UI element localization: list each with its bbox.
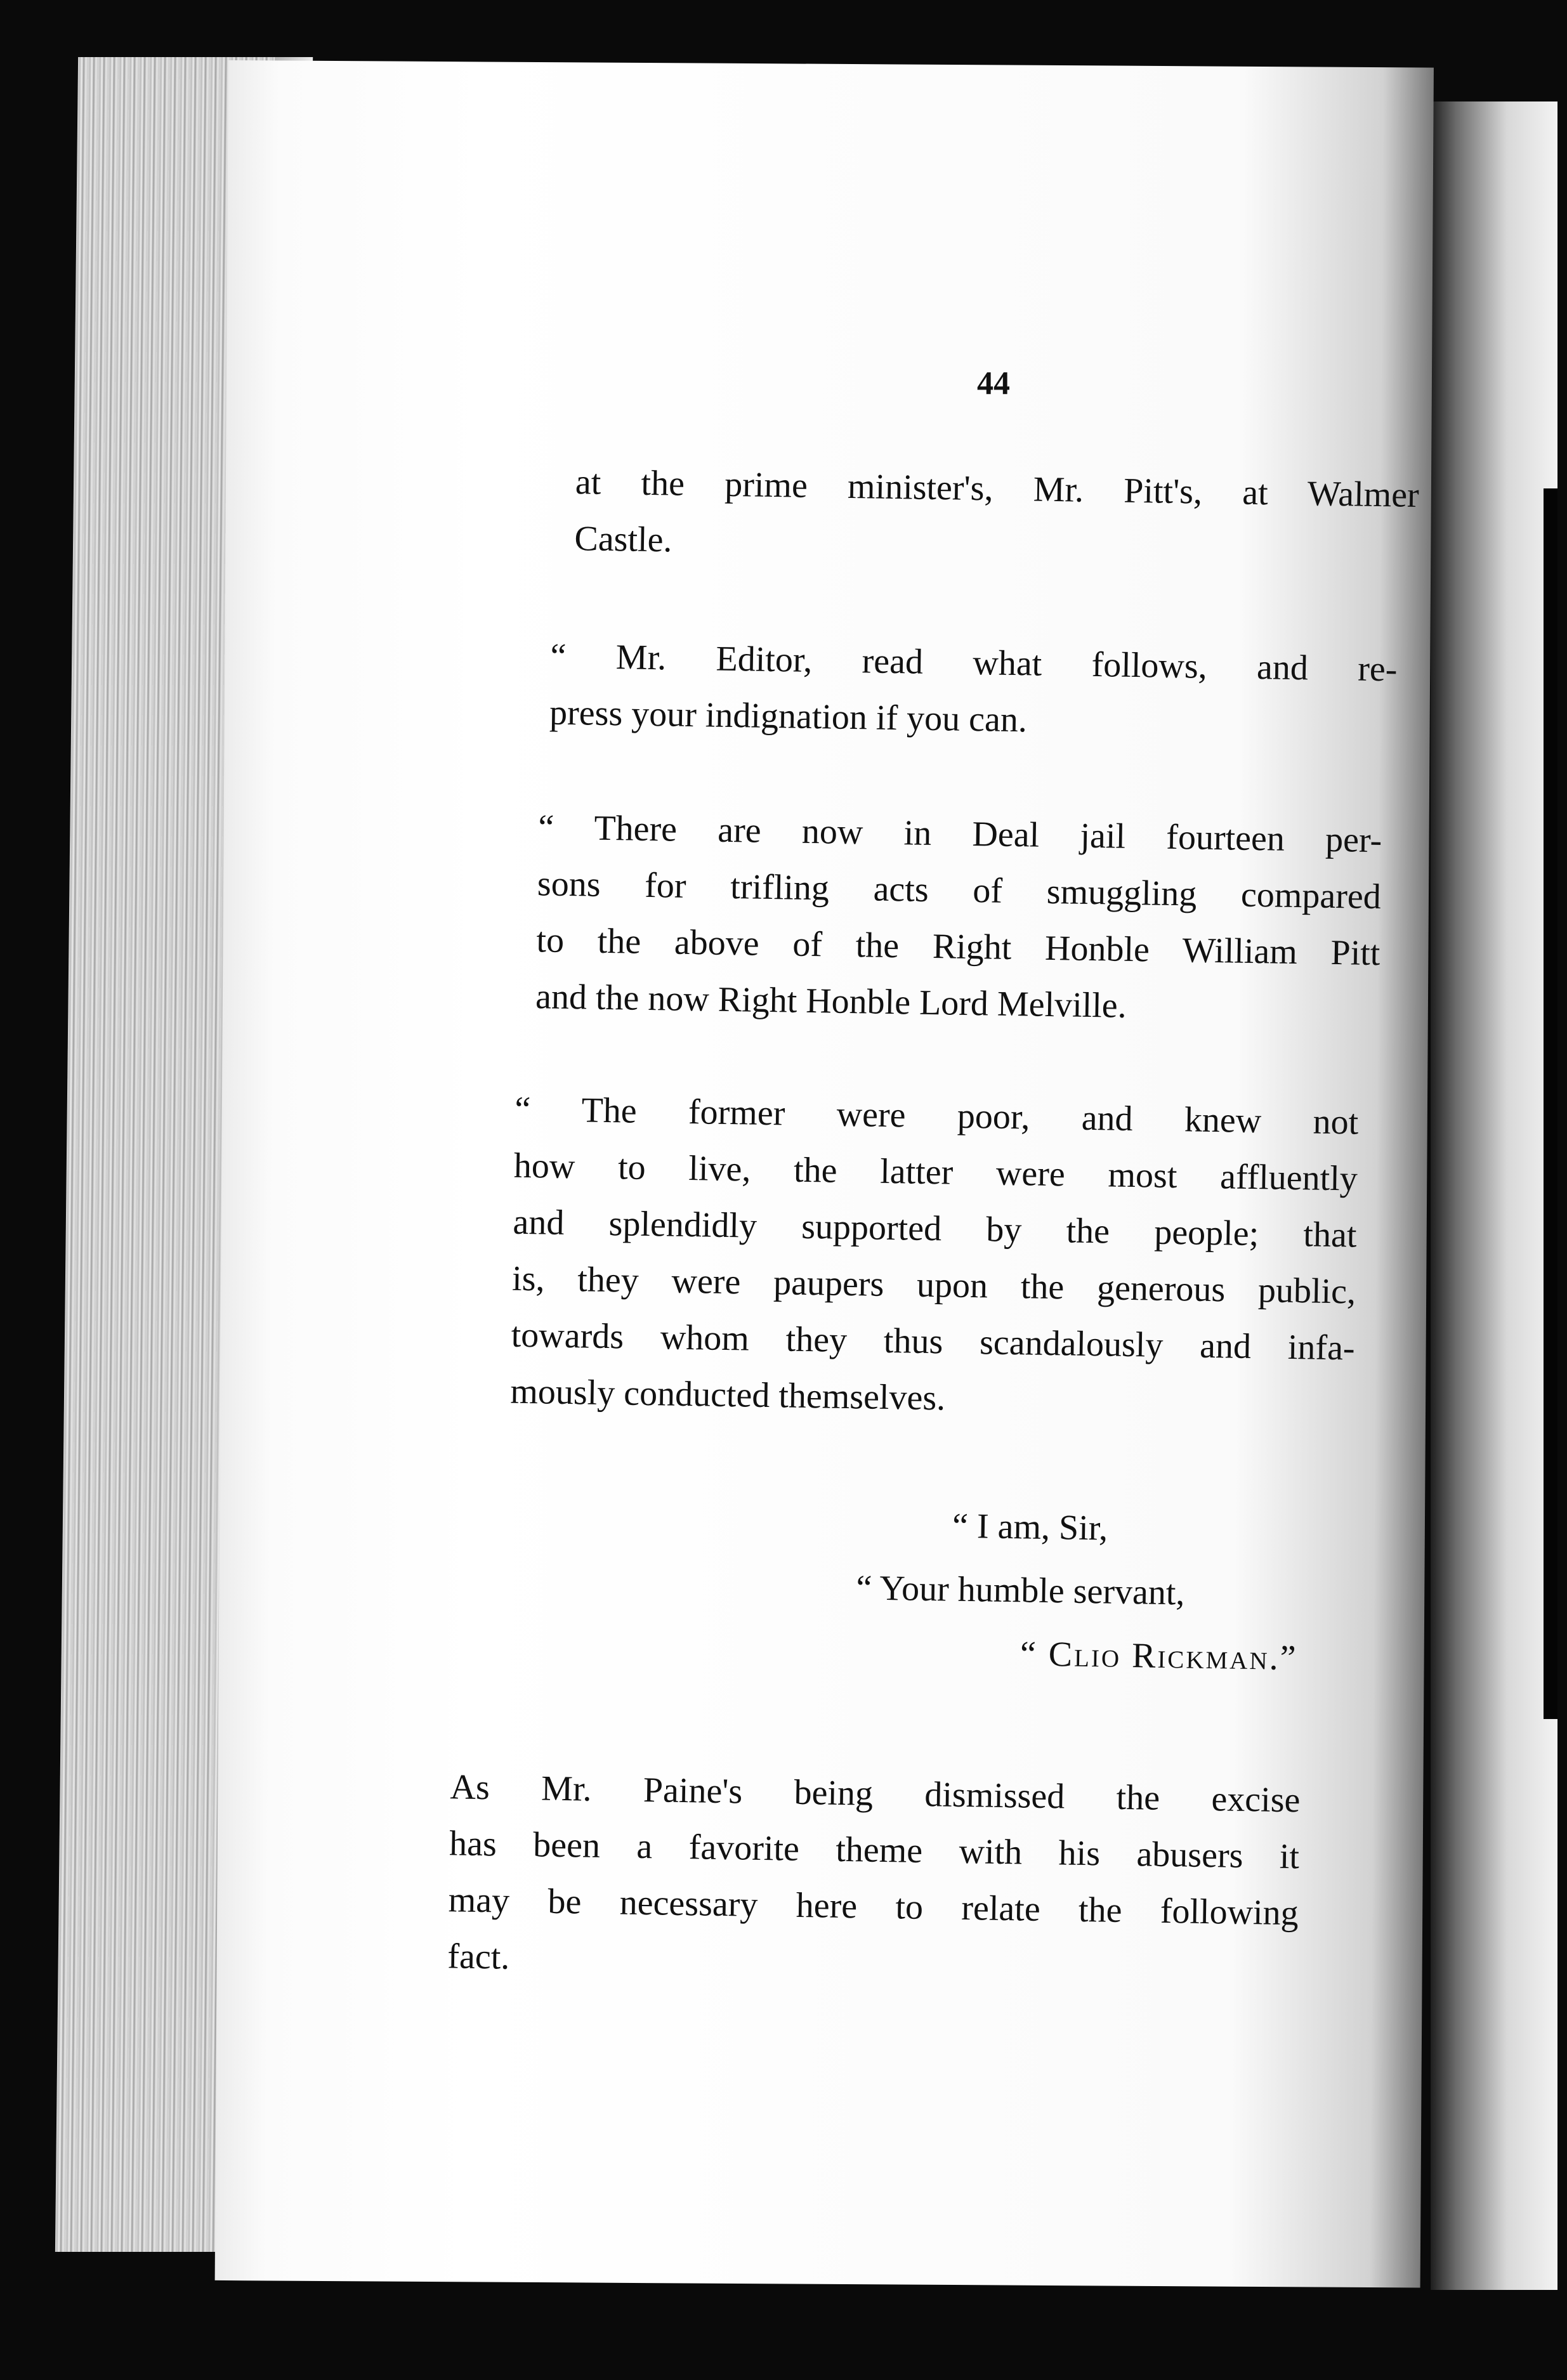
text-line: towards whom they thus scandalously and infa-: [511, 1315, 1356, 1368]
text-line: “ There are now in Deal jail fourteen per-: [537, 808, 1382, 861]
text-line: “ The former were poor, and knew not: [514, 1089, 1359, 1142]
paragraph: [447, 1759, 1301, 1998]
facing-page: [1431, 101, 1557, 2290]
page-clip: [1544, 488, 1557, 1719]
text-line: and the now Right Honble Lord Melville.: [535, 977, 1127, 1026]
text-line: and splendidly supported by the people; that: [513, 1202, 1357, 1255]
text-line: fact.: [447, 1937, 510, 1977]
text-line: how to live, the latter were most affluently: [513, 1146, 1358, 1199]
text-line: press your indignation if you can.: [549, 693, 1028, 740]
closing-signature: “ Clio Rickman.”: [1020, 1634, 1298, 1678]
text-line: mously conducted themselves.: [509, 1371, 946, 1418]
text-line: As Mr. Paine's being dismissed the excise: [450, 1767, 1301, 1821]
paragraph: [510, 1082, 1359, 1434]
closing-valediction: “ Your humble servant,: [856, 1568, 1185, 1613]
text-line: to the above of the Right Honble William Pitt: [536, 920, 1380, 974]
text-line: may be necessary here to relate the following: [448, 1880, 1299, 1933]
text-line: sons for trifling acts of smuggling compared: [537, 864, 1382, 917]
text-line: at the prime minister's, Mr. Pitt's, at Walmer: [575, 462, 1420, 515]
paragraph: [574, 454, 1420, 580]
closing-salutation: “ I am, Sir,: [952, 1506, 1108, 1548]
text-line: is, they were paupers upon the generous public,: [511, 1259, 1356, 1312]
text-line: “ Mr. Editor, read what follows, and re-: [550, 636, 1398, 690]
text-line: has been a favorite theme with his abusers it: [449, 1824, 1300, 1877]
letter-closing: [309, 1484, 1353, 1691]
text-line: Castle.: [574, 519, 672, 560]
page-number: 44: [977, 365, 1010, 402]
paragraph: [549, 629, 1398, 755]
paragraph: [535, 799, 1382, 1038]
